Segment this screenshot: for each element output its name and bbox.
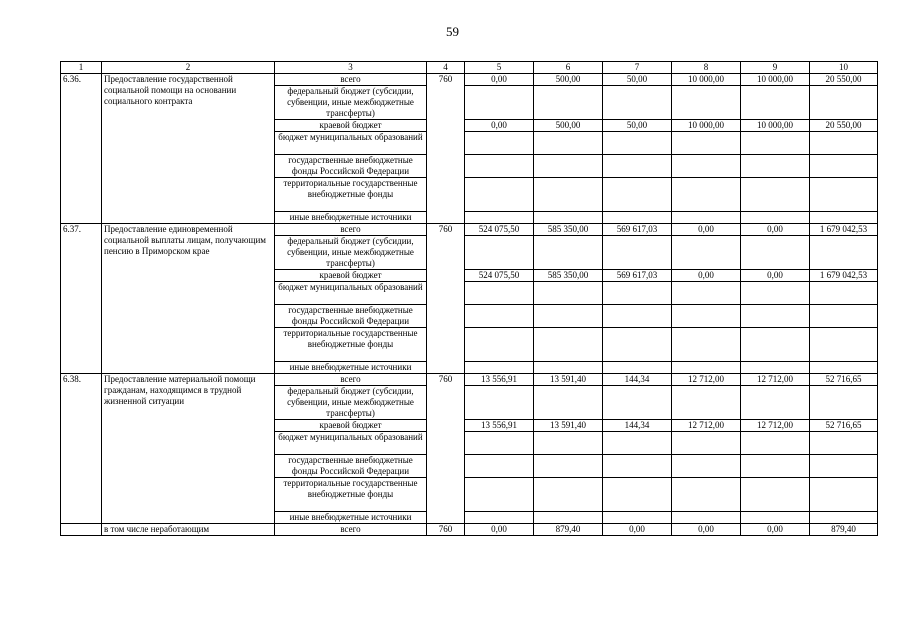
amount-cell (534, 236, 603, 270)
amount-cell (603, 282, 672, 305)
funding-source: иные внебюджетные источники (275, 362, 427, 374)
amount-cell: 52 716,65 (810, 420, 878, 432)
amount-cell (741, 386, 810, 420)
amount-cell (465, 386, 534, 420)
amount-cell: 12 712,00 (672, 374, 741, 386)
amount-cell: 144,34 (603, 374, 672, 386)
amount-cell: 0,00 (741, 524, 810, 536)
amount-cell: 1 679 042,53 (810, 224, 878, 236)
amount-cell (810, 282, 878, 305)
funding-source: территориальные государственные внебюджетные фонды (275, 328, 427, 362)
header-cell: 1 (61, 62, 102, 74)
row-description: Предоставление единовременной социальной выплаты лицам, получающим пенсию в Приморском крае (102, 224, 275, 374)
amount-cell (672, 432, 741, 455)
amount-cell (810, 86, 878, 120)
amount-cell: 879,40 (534, 524, 603, 536)
funding-source: краевой бюджет (275, 420, 427, 432)
amount-cell (672, 236, 741, 270)
amount-cell (603, 236, 672, 270)
funding-source: бюджет муниципальных образований (275, 432, 427, 455)
amount-cell: 0,00 (741, 224, 810, 236)
funding-source: всего (275, 224, 427, 236)
amount-cell: 0,00 (465, 524, 534, 536)
amount-cell (603, 432, 672, 455)
amount-cell (603, 212, 672, 224)
amount-cell (603, 328, 672, 362)
header-cell: 6 (534, 62, 603, 74)
amount-cell (603, 155, 672, 178)
table-row (61, 374, 878, 386)
amount-cell (465, 236, 534, 270)
amount-cell (534, 282, 603, 305)
amount-cell (672, 328, 741, 362)
amount-cell: 0,00 (672, 524, 741, 536)
amount-cell (465, 512, 534, 524)
budget-table (60, 61, 878, 536)
funding-source: федеральный бюджет (субсидии, субвенции, иные межбюджетные трансферты) (275, 236, 427, 270)
budget-code: 760 (427, 524, 465, 536)
amount-cell: 0,00 (741, 270, 810, 282)
amount-cell (603, 386, 672, 420)
amount-cell (672, 362, 741, 374)
row-number: 6.36. (61, 74, 102, 224)
header-cell: 5 (465, 62, 534, 74)
amount-cell (465, 282, 534, 305)
amount-cell (534, 386, 603, 420)
amount-cell: 0,00 (465, 74, 534, 86)
amount-cell (534, 178, 603, 212)
amount-cell (810, 212, 878, 224)
table-row (61, 74, 878, 86)
amount-cell (810, 132, 878, 155)
amount-cell: 13 556,91 (465, 374, 534, 386)
amount-cell: 10 000,00 (741, 120, 810, 132)
amount-cell (810, 362, 878, 374)
table-row (61, 524, 878, 536)
amount-cell (810, 328, 878, 362)
funding-source: государственные внебюджетные фонды Российской Федерации (275, 455, 427, 478)
amount-cell: 500,00 (534, 120, 603, 132)
amount-cell (465, 328, 534, 362)
amount-cell (534, 328, 603, 362)
amount-cell: 524 075,50 (465, 224, 534, 236)
funding-source: государственные внебюджетные фонды Российской Федерации (275, 155, 427, 178)
header-cell: 10 (810, 62, 878, 74)
amount-cell: 52 716,65 (810, 374, 878, 386)
header-cell: 4 (427, 62, 465, 74)
amount-cell (741, 305, 810, 328)
amount-cell (741, 282, 810, 305)
amount-cell (741, 478, 810, 512)
amount-cell: 50,00 (603, 74, 672, 86)
amount-cell: 524 075,50 (465, 270, 534, 282)
amount-cell: 500,00 (534, 74, 603, 86)
amount-cell (465, 212, 534, 224)
row-description: Предоставление материальной помощи гражданам, находящимся в трудной жизненной ситуации (102, 374, 275, 524)
header-cell: 2 (102, 62, 275, 74)
amount-cell (741, 236, 810, 270)
funding-source: краевой бюджет (275, 120, 427, 132)
amount-cell (672, 478, 741, 512)
amount-cell: 50,00 (603, 120, 672, 132)
amount-cell (465, 155, 534, 178)
amount-cell (465, 305, 534, 328)
amount-cell: 12 712,00 (672, 420, 741, 432)
amount-cell (603, 305, 672, 328)
amount-cell (603, 132, 672, 155)
amount-cell (465, 86, 534, 120)
amount-cell: 12 712,00 (741, 420, 810, 432)
funding-source: федеральный бюджет (субсидии, субвенции, иные межбюджетные трансферты) (275, 386, 427, 420)
header-cell: 8 (672, 62, 741, 74)
amount-cell (672, 512, 741, 524)
amount-cell (603, 178, 672, 212)
amount-cell (603, 86, 672, 120)
amount-cell (741, 362, 810, 374)
amount-cell (741, 86, 810, 120)
amount-cell: 569 617,03 (603, 270, 672, 282)
amount-cell (465, 455, 534, 478)
amount-cell (672, 455, 741, 478)
amount-cell (672, 178, 741, 212)
funding-source: бюджет муниципальных образований (275, 132, 427, 155)
amount-cell: 13 591,40 (534, 420, 603, 432)
amount-cell (465, 178, 534, 212)
amount-cell: 13 556,91 (465, 420, 534, 432)
row-number (61, 524, 102, 536)
row-description: в том числе неработающим (102, 524, 275, 536)
amount-cell (534, 155, 603, 178)
amount-cell (672, 282, 741, 305)
row-number: 6.38. (61, 374, 102, 524)
funding-source: федеральный бюджет (субсидии, субвенции, иные межбюджетные трансферты) (275, 86, 427, 120)
funding-source: бюджет муниципальных образований (275, 282, 427, 305)
amount-cell (810, 155, 878, 178)
amount-cell (810, 478, 878, 512)
amount-cell: 20 550,00 (810, 74, 878, 86)
amount-cell (741, 155, 810, 178)
table-row (61, 224, 878, 236)
amount-cell: 585 350,00 (534, 224, 603, 236)
amount-cell (603, 362, 672, 374)
amount-cell (672, 86, 741, 120)
amount-cell (534, 132, 603, 155)
amount-cell: 10 000,00 (672, 120, 741, 132)
amount-cell (810, 305, 878, 328)
amount-cell (534, 455, 603, 478)
amount-cell: 10 000,00 (672, 74, 741, 86)
amount-cell (603, 478, 672, 512)
amount-cell: 0,00 (603, 524, 672, 536)
funding-source: государственные внебюджетные фонды Российской Федерации (275, 305, 427, 328)
amount-cell: 0,00 (465, 120, 534, 132)
amount-cell (534, 305, 603, 328)
amount-cell: 879,40 (810, 524, 878, 536)
amount-cell: 20 550,00 (810, 120, 878, 132)
amount-cell (741, 432, 810, 455)
amount-cell (741, 212, 810, 224)
funding-source: иные внебюджетные источники (275, 212, 427, 224)
amount-cell (534, 362, 603, 374)
budget-code: 760 (427, 374, 465, 524)
amount-cell (672, 132, 741, 155)
amount-cell: 569 617,03 (603, 224, 672, 236)
budget-code: 760 (427, 74, 465, 224)
amount-cell: 585 350,00 (534, 270, 603, 282)
header-cell: 3 (275, 62, 427, 74)
amount-cell (534, 212, 603, 224)
amount-cell (672, 155, 741, 178)
amount-cell: 1 679 042,53 (810, 270, 878, 282)
amount-cell (741, 328, 810, 362)
funding-source: всего (275, 524, 427, 536)
amount-cell (465, 132, 534, 155)
funding-source: краевой бюджет (275, 270, 427, 282)
header-cell: 9 (741, 62, 810, 74)
funding-source: территориальные государственные внебюджетные фонды (275, 478, 427, 512)
amount-cell (465, 362, 534, 374)
amount-cell (741, 132, 810, 155)
amount-cell (741, 512, 810, 524)
amount-cell (741, 455, 810, 478)
amount-cell (534, 432, 603, 455)
amount-cell: 13 591,40 (534, 374, 603, 386)
header-row (61, 62, 878, 74)
funding-source: всего (275, 74, 427, 86)
amount-cell (810, 386, 878, 420)
amount-cell (465, 432, 534, 455)
funding-source: территориальные государственные внебюджетные фонды (275, 178, 427, 212)
amount-cell (810, 432, 878, 455)
amount-cell: 12 712,00 (741, 374, 810, 386)
amount-cell: 10 000,00 (741, 74, 810, 86)
funding-source: всего (275, 374, 427, 386)
amount-cell (534, 478, 603, 512)
amount-cell (741, 178, 810, 212)
amount-cell (465, 478, 534, 512)
amount-cell (810, 236, 878, 270)
amount-cell (810, 455, 878, 478)
funding-source: иные внебюджетные источники (275, 512, 427, 524)
amount-cell: 0,00 (672, 224, 741, 236)
amount-cell (534, 86, 603, 120)
amount-cell: 0,00 (672, 270, 741, 282)
amount-cell (672, 386, 741, 420)
amount-cell (810, 512, 878, 524)
amount-cell (603, 455, 672, 478)
amount-cell (534, 512, 603, 524)
row-number: 6.37. (61, 224, 102, 374)
amount-cell (672, 212, 741, 224)
budget-code: 760 (427, 224, 465, 374)
amount-cell (810, 178, 878, 212)
header-cell: 7 (603, 62, 672, 74)
row-description: Предоставление государственной социальной помощи на основании социального контракта (102, 74, 275, 224)
amount-cell: 144,34 (603, 420, 672, 432)
amount-cell (672, 305, 741, 328)
amount-cell (603, 512, 672, 524)
page-number: 59 (446, 24, 459, 39)
